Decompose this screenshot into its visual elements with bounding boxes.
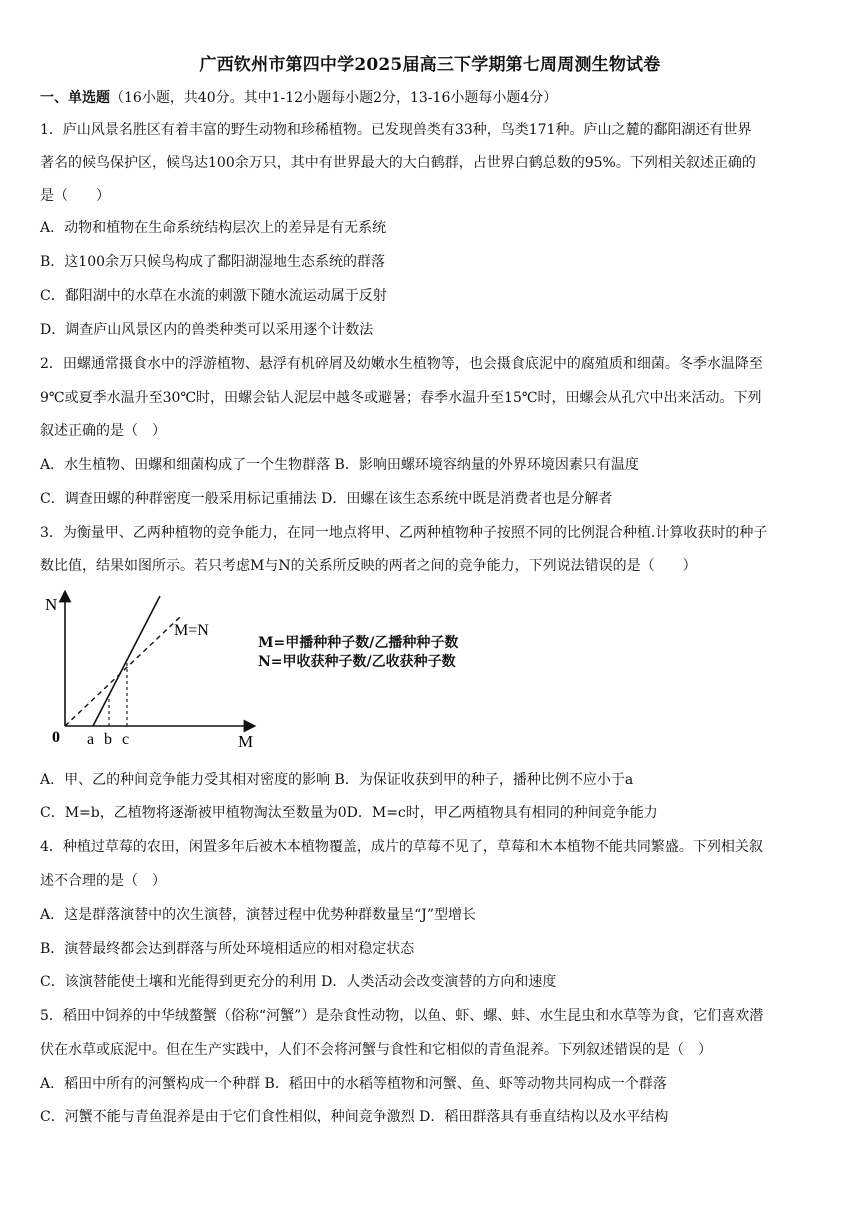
q3-options-cd: C．M=b，乙植物将逐渐被甲植物淘汰至数量为0D．M=c时，甲乙两植物具有相同的种间竞争能力 [40,805,658,821]
legend-n: N=甲收获种子数/乙收获种子数 [258,654,456,670]
q2-stem-line3: 叙述正确的是（ ） [40,423,166,439]
q5-stem-line2: 伏在水草或底泥中。但在生产实践中，人们不会将河蟹与食性和它相似的青鱼混养。下列叙述错误的是（ ） [40,1042,712,1058]
legend-m: M=甲播种种子数/乙播种种子数 [258,635,459,651]
q4-stem-line1: 4．种植过草莓的农田，闲置多年后被木本植物覆盖，成片的草莓不见了，草莓和木本植物不能共同繁盛。下列相关叙 [40,839,763,855]
q1-stem-line2: 著名的候鸟保护区，候鸟达100余万只，其中有世界最大的大白鹤群，占世界白鹤总数的95%。下列相关叙述正确的 [40,155,756,171]
m-equals-n-line [65,617,180,726]
line-label: M=N [174,622,209,639]
q4-option-a: A．这是群落演替中的次生演替，演替过程中优势种群数量呈“J”型增长 [40,907,477,923]
origin-label: 0 [52,729,60,746]
q5-options-ab: A．稻田中所有的河蟹构成一个种群 B．稻田中的水稻等植物和河蟹、鱼、虾等动物共同构成一个群落 [40,1076,667,1092]
competition-graph [40,590,480,755]
q1-option-d: D．调查庐山风景区内的兽类种类可以采用逐个计数法 [40,322,374,338]
figure-legend [258,634,458,672]
y-axis-label: N [45,595,58,614]
q1-option-a: A．动物和植物在生命系统结构层次上的差异是有无系统 [40,220,387,236]
q3-stem-line2: 数比值，结果如图所示。若只考虑M与N的关系所反映的两者之间的竞争能力，下列说法错误的是（ ） [40,558,697,574]
x-axis-label: M [238,732,254,751]
q5-options-cd: C．河蟹不能与青鱼混养是由于它们食性相似，种间竞争激烈 D．稻田群落具有垂直结构以及水平结构 [40,1109,669,1125]
q4-options-cd: C．该演替能使土壤和光能得到更充分的利用 D．人类活动会改变演替的方向和速度 [40,974,557,990]
q4-option-b: B．演替最终都会达到群落与所处环境相适应的相对稳定状态 [40,941,415,957]
q1-option-c: C．鄱阳湖中的水草在水流的刺激下随水流运动属于反射 [40,288,387,304]
q4-stem-line2: 述不合理的是（ ） [40,873,166,889]
q2-options-ab: A．水生植物、田螺和细菌构成了一个生物群落 B．影响田螺环境容纳量的外界环境因素只有温度 [40,457,639,473]
tick-b: b [104,731,112,748]
page-title: 广西钦州市第四中学2025届高三下学期第七周周测生物试卷 [199,55,661,75]
q2-stem-line1: 2．田螺通常摄食水中的浮游植物、悬浮有机碎屑及幼嫩水生植物等，也会摄食底泥中的腐殖质和细菌。冬季水温降至 [40,356,763,372]
q3-options-ab: A．甲、乙的种间竞争能力受其相对密度的影响 B．为保证收获到甲的种子，播种比例不应小于a [40,772,634,788]
q5-stem-line1: 5．稻田中饲养的中华绒螯蟹（俗称“河蟹”）是杂食性动物，以鱼、虾、螺、蚌、水生昆虫和水草等为食，它们喜欢潜 [40,1008,764,1024]
q2-options-cd: C．调查田螺的种群密度一般采用标记重捕法 D．田螺在该生态系统中既是消费者也是分解者 [40,491,613,507]
q1-stem-line1: 1．庐山风景名胜区有着丰富的野生动物和珍稀植物。已发现兽类有33种，鸟类171种。庐山之麓的鄱阳湖还有世界 [40,122,752,138]
q1-stem-line3: 是（ ） [40,188,110,204]
competition-figure [40,590,480,755]
q1-option-b: B．这100余万只候鸟构成了鄱阳湖湿地生态系统的群落 [40,254,386,270]
section-note: （16小题，共40分。其中1-12小题每小题2分，13-16小题每小题4分） [110,90,558,106]
tick-a: a [87,731,95,748]
tick-c: c [122,731,130,748]
q2-stem-line2: 9℃或夏季水温升至30℃时，田螺会钻人泥层中越冬或避暑；春季水温升至15℃时，田螺会从孔穴中出来活动。下列 [40,390,762,406]
section-heading-text: 一、单选题 [40,90,110,106]
q3-stem-line1: 3．为衡量甲、乙两种植物的竞争能力，在同一地点将甲、乙两种植物种子按照不同的比例混合种植.计算收获时的种子 [40,525,768,541]
section-heading [40,88,830,108]
